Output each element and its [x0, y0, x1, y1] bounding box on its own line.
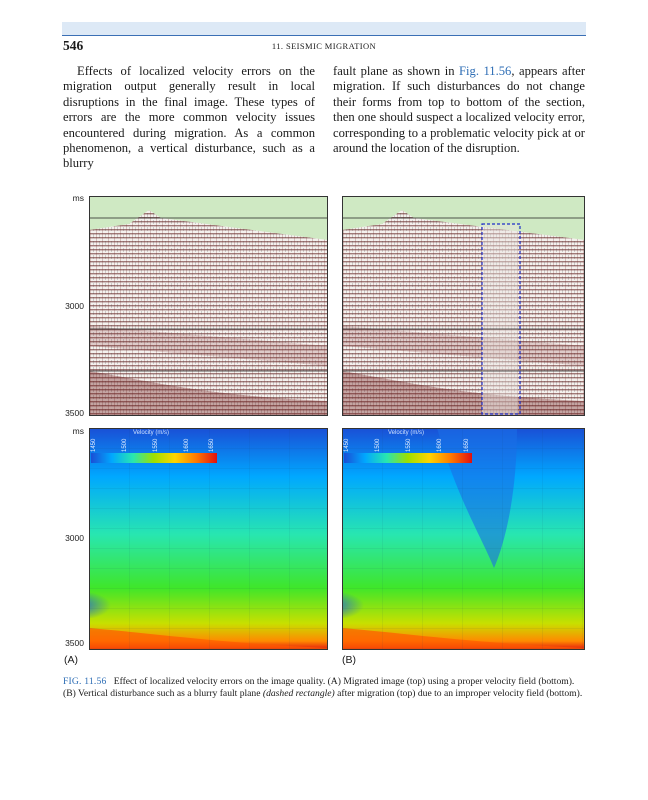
figure-caption-italic: (dashed rectangle) — [262, 688, 335, 700]
bottom-axis-unit: ms — [72, 426, 84, 436]
colorbar-a-tick-3: 1550 — [153, 438, 159, 452]
colorbar-a-tick-5: 1650 — [209, 438, 215, 452]
top-axis-tick-3500: 3500 — [65, 408, 84, 418]
top-axis-tick-3000: 3000 — [65, 301, 84, 311]
colorbar-b — [344, 430, 472, 466]
colorbar-a-title: Velocity (m/s) — [133, 430, 170, 436]
body-right-column — [333, 64, 585, 156]
colorbar-a-scale — [91, 453, 217, 463]
colorbar-a — [91, 430, 217, 466]
running-head: 11. SEISMIC MIGRATION — [271, 41, 377, 51]
colorbar-a-tick-4: 1600 — [184, 438, 190, 452]
body-left-column: Effects of localized velocity errors on the migration output generally result in local disruptions in the final image. These types of errors are the more common velocity issues encountered during migration. As a common phenomenon, a vertical disturbance, such as a blurry — [63, 64, 315, 171]
colorbar-b-tick-5: 1650 — [464, 438, 470, 452]
seismic-panel-b — [342, 196, 585, 416]
header-band — [62, 22, 586, 35]
colorbar-b-tick-4: 1600 — [437, 438, 443, 452]
colorbar-b-tick-3: 1550 — [406, 438, 412, 452]
right-column-text-end: , appears after migration. If such disturbances do not change their forms from top to bottom of the section, then one should suspect a localized velocity error, corresponding to a problematic velocity pick at or around the location of the disruption. — [333, 64, 586, 156]
header-rule — [62, 35, 586, 36]
colorbar-a-tick-1: 1450 — [91, 438, 97, 452]
panel-label-a: (A) — [64, 654, 78, 666]
figure-caption-label: FIG. 11.56 — [63, 676, 107, 687]
right-column-text-start: fault plane as shown in — [333, 64, 460, 78]
colorbar-a-tick-2: 1500 — [122, 438, 128, 452]
figure-caption — [63, 676, 586, 700]
top-axis-unit: ms — [72, 193, 84, 203]
colorbar-b-scale — [344, 453, 472, 463]
seismic-panel-a — [89, 196, 328, 416]
colorbar-b-tick-2: 1500 — [375, 438, 381, 452]
bottom-axis-tick-3500: 3500 — [65, 638, 84, 648]
colorbar-b-tick-1: 1450 — [344, 438, 350, 452]
figure-caption-text-1: Effect of localized velocity errors on the image quality. (A) Migrated image (top) using a proper velocity field (bottom). (B) Vertical disturbance such as a blurry fault plane — [63, 676, 575, 700]
colorbar-b-title: Velocity (m/s) — [388, 430, 425, 436]
figure-caption-text-2: after migration (top) due to an improper velocity field (bottom). — [334, 688, 583, 700]
bottom-axis-tick-3000: 3000 — [65, 533, 84, 543]
panel-label-b: (B) — [342, 654, 356, 666]
page-number: 546 — [63, 38, 84, 53]
figure-link[interactable]: Fig. 11.56 — [459, 64, 512, 78]
